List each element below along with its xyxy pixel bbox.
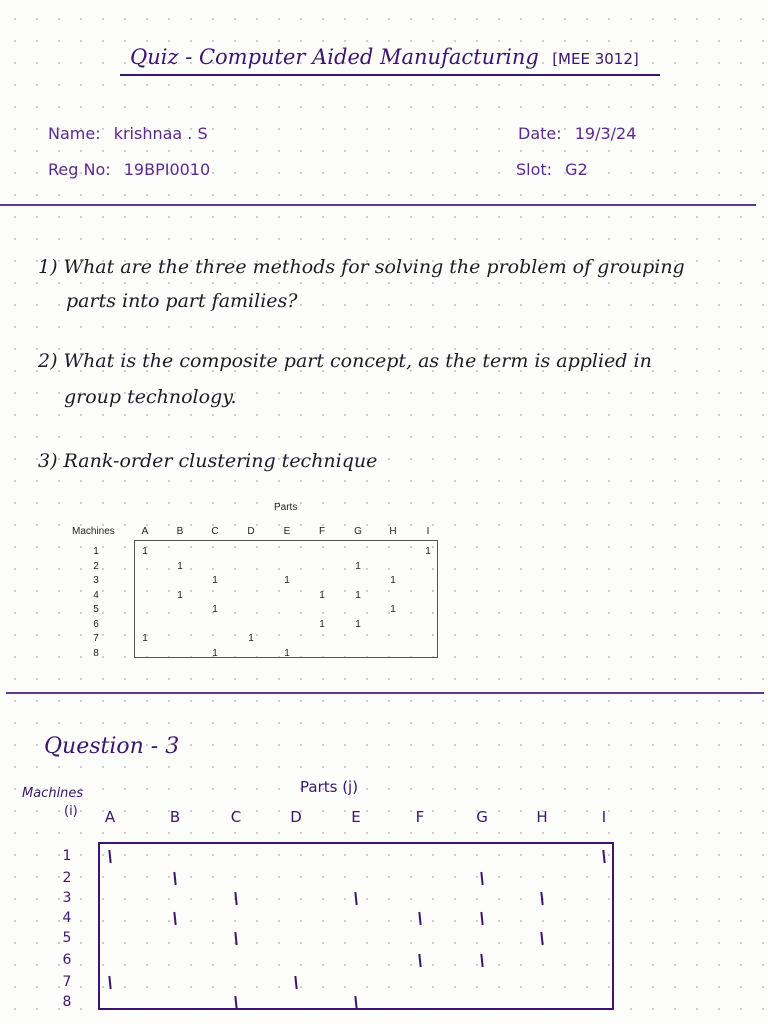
printed-cell: 1 (212, 648, 218, 659)
header-divider (0, 204, 756, 206)
printed-cell: 1 (142, 633, 148, 644)
printed-column-f: F (318, 526, 326, 537)
printed-cell: 1 (355, 590, 361, 601)
printed-column-c: C (211, 526, 219, 537)
printed-column-g: G (354, 526, 362, 537)
answer-row-6: 6 (62, 952, 72, 968)
answer-column-b: B (169, 808, 181, 826)
answer-matrix-box (98, 842, 614, 1010)
title-underline (120, 74, 660, 76)
reg-field (48, 160, 210, 179)
printed-parts-label: Parts (274, 502, 298, 513)
printed-cell: 1 (355, 619, 361, 630)
slot-field (516, 160, 588, 179)
answer-column-c: C (230, 808, 242, 826)
answer-column-i: I (601, 808, 607, 826)
printed-column-i: I (426, 526, 430, 537)
printed-row-6: 6 (93, 619, 99, 630)
question-1-line-1: 1) What are the three methods for solving the problem of grouping (38, 256, 685, 278)
date-label: Date: (518, 124, 562, 143)
printed-column-a: A (141, 526, 149, 537)
quiz-title-text: Quiz - Computer Aided Manufacturing (130, 45, 539, 69)
reg-label: Reg No: (48, 160, 111, 179)
name-label: Name: (48, 124, 101, 143)
answer-heading: Question - 3 (44, 734, 180, 759)
course-code: [MEE 3012] (552, 50, 639, 68)
printed-column-b: B (176, 526, 184, 537)
answer-row-8: 8 (62, 994, 72, 1010)
printed-row-2: 2 (93, 561, 99, 572)
answer-row-5: 5 (62, 930, 72, 946)
printed-cell: 1 (425, 546, 431, 557)
printed-cell: 1 (177, 590, 183, 601)
printed-row-5: 5 (93, 604, 99, 615)
date-value: 19/3/24 (574, 124, 637, 143)
printed-row-1: 1 (93, 546, 99, 557)
printed-row-7: 7 (93, 633, 99, 644)
question-2-line-1: 2) What is the composite part concept, as the term is applied in (38, 350, 652, 372)
reg-value: 19BPI0010 (123, 160, 211, 179)
answer-column-h: H (536, 808, 548, 826)
name-value: krishnaa . S (113, 124, 208, 143)
printed-cell: 1 (284, 575, 290, 586)
printed-cell: 1 (355, 561, 361, 572)
answer-column-f: F (415, 808, 425, 826)
printed-cell: 1 (284, 648, 290, 659)
printed-row-8: 8 (93, 648, 99, 659)
printed-cell: 1 (212, 604, 218, 615)
question-1-line-2: parts into part families? (66, 290, 298, 312)
printed-column-d: D (247, 526, 255, 537)
answer-machines-label: Machines (22, 786, 84, 801)
printed-cell: 1 (390, 575, 396, 586)
answer-column-d: D (290, 808, 302, 826)
printed-machines-label: Machines (72, 526, 115, 537)
printed-cell: 1 (319, 590, 325, 601)
answer-column-a: A (104, 808, 116, 826)
question-2-line-2: group technology. (64, 386, 237, 408)
answer-row-3: 3 (62, 890, 72, 906)
printed-cell: 1 (248, 633, 254, 644)
answer-machines-index: (i) (64, 804, 78, 819)
answer-row-2: 2 (62, 870, 72, 886)
printed-row-4: 4 (93, 590, 99, 601)
section-divider (6, 692, 764, 694)
printed-cell: 1 (142, 546, 148, 557)
question-3-line-1: 3) Rank-order clustering technique (38, 450, 378, 472)
answer-parts-label: Parts (j) (300, 778, 359, 796)
printed-cell: 1 (212, 575, 218, 586)
printed-cell: 1 (319, 619, 325, 630)
quiz-title (130, 45, 639, 69)
answer-row-7: 7 (62, 974, 72, 990)
answer-column-g: G (476, 808, 488, 826)
slot-value: G2 (565, 160, 588, 179)
name-field (48, 124, 208, 143)
printed-column-e: E (283, 526, 291, 537)
answer-row-1: 1 (62, 848, 72, 864)
answer-row-4: 4 (62, 910, 72, 926)
printed-row-3: 3 (93, 575, 99, 586)
slot-label: Slot: (516, 160, 553, 179)
printed-cell: 1 (390, 604, 396, 615)
printed-cell: 1 (177, 561, 183, 572)
printed-column-h: H (389, 526, 397, 537)
answer-column-e: E (351, 808, 361, 826)
date-field (518, 124, 636, 143)
